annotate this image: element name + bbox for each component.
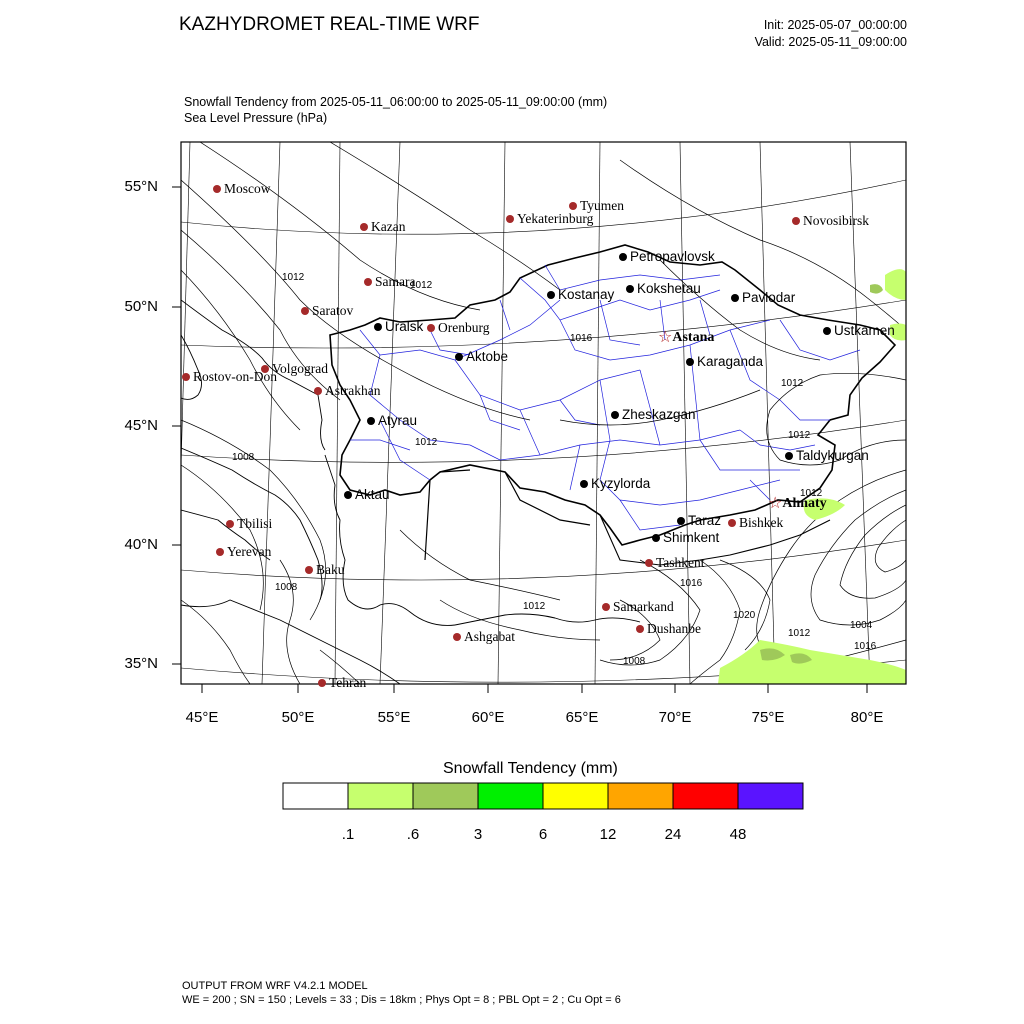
city-label: Volgograd [272,361,328,376]
legend-tick: 12 [599,826,617,843]
city-label: Kokshetau [637,281,701,296]
dot-icon [453,633,461,641]
city-label: Tehran [329,675,367,690]
city-label: Tbilisi [237,516,273,531]
city-label: Taldykurgan [796,448,869,463]
isobar-label: 1008 [232,452,255,463]
city-label: Aktobe [466,349,509,364]
city-marker [652,529,719,547]
city-marker [374,318,423,336]
city-label: Yekaterinburg [517,211,594,226]
city-label: Kyzylorda [591,476,651,491]
city-marker [731,289,795,307]
city-label: Tyumen [580,198,625,213]
dot-icon [792,217,800,225]
city-marker [314,382,380,400]
city-label: Rostov-on-Don [193,369,277,384]
dot-icon [652,534,660,542]
isobar-label: 1016 [570,333,593,344]
legend-tick: 6 [538,826,548,843]
dot-icon [374,323,382,331]
dot-icon [360,223,368,231]
isobar-label: 1016 [854,641,877,652]
city-marker [216,543,271,561]
city-label: Kazan [371,219,406,234]
city-label: Aktau [355,487,390,502]
legend-tick: 24 [664,826,682,843]
dot-icon [213,185,221,193]
dot-icon [506,215,514,223]
isobar-label: 1020 [733,610,756,621]
city-label: Moscow [224,181,271,196]
field-subtitle: Snowfall Tendency from 2025-05-11_06:00:00 to 2025-05-11_09:00:00 (mm) [184,95,608,109]
isobar-label: 1016 [680,578,703,589]
city-label: Pavlodar [742,290,796,305]
city-marker [182,368,277,386]
city-marker [619,248,715,266]
city-label: Ustkamen [834,323,895,338]
city-label: Ashgabat [464,629,515,644]
dot-icon [455,353,463,361]
dot-icon [636,625,644,633]
dot-icon [728,519,736,527]
city-label: Karaganda [697,354,764,369]
dot-icon [367,417,375,425]
city-label: Kostanay [558,287,615,302]
lon-label: 80°E [850,709,884,726]
lat-label: 40°N [124,536,158,553]
dot-icon [182,373,190,381]
city-label: Shimkent [663,530,720,545]
dot-icon [226,520,234,528]
city-label: Petropavlovsk [630,249,715,264]
dot-icon [611,411,619,419]
city-marker [226,515,272,533]
dot-icon [314,387,322,395]
city-label: Almaty [782,496,827,511]
lat-label: 35°N [124,655,158,672]
city-marker [344,486,390,504]
city-marker [360,218,405,236]
dot-icon [677,517,685,525]
legend-tick: .1 [341,826,355,843]
city-marker [364,273,415,291]
dot-icon [731,294,739,302]
dot-icon [318,679,326,687]
city-label: Bishkek [739,515,784,530]
dot-icon [686,358,694,366]
dot-icon [569,202,577,210]
city-marker [453,628,515,646]
city-marker [792,212,869,230]
isobar-label: 1012 [788,430,811,441]
lon-label: 70°E [658,709,692,726]
lon-label: 50°E [281,709,315,726]
lat-label: 50°N [124,298,158,315]
valid-time: Valid: 2025-05-11_09:00:00 [754,35,907,49]
city-label: Astana [672,330,715,345]
lon-label: 45°E [185,709,219,726]
dot-icon [305,566,313,574]
isobar-label: 1012 [415,437,438,448]
city-marker [547,286,614,304]
city-marker [626,280,701,298]
dot-icon [301,307,309,315]
star-icon: ☆ [768,495,783,512]
dot-icon [547,291,555,299]
dot-icon [580,480,588,488]
isobar-label: 1012 [410,280,433,291]
model-footer: OUTPUT FROM WRF V4.2.1 MODEL [182,980,368,992]
city-label: Baku [316,562,345,577]
lat-label: 45°N [124,417,158,434]
city-label: Zheskazgan [622,407,696,422]
dot-icon [364,278,372,286]
city-label: Saratov [312,303,354,318]
city-label: Novosibirsk [803,213,870,228]
city-marker [580,475,650,493]
dot-icon [645,559,653,567]
city-marker [318,674,366,692]
city-marker [506,210,593,228]
isobar-label: 1008 [623,656,646,667]
city-label: Taraz [688,513,722,528]
city-marker [636,620,701,638]
legend-tick: 48 [729,826,747,843]
city-marker [677,512,721,530]
isobar-label: 1004 [850,620,873,631]
city-label: Yerevan [227,544,272,559]
lon-label: 65°E [565,709,599,726]
city-label: Samara [375,274,416,289]
city-label: Samarkand [613,599,674,614]
city-marker [305,561,345,579]
city-marker [645,554,705,572]
city-marker [728,514,783,532]
isobar-label: 1012 [282,272,305,283]
isobar-label: 1012 [523,601,546,612]
city-label: Astrakhan [325,383,381,398]
city-marker [427,319,490,337]
star-icon: ☆ [658,329,673,346]
city-label: Atyrau [378,413,418,428]
init-time: Init: 2025-05-07_00:00:00 [763,18,907,32]
city-marker [785,447,869,465]
city-marker [658,326,714,346]
city-label: Tashkent [656,555,705,570]
dot-icon [785,452,793,460]
lat-label: 55°N [124,178,158,195]
city-marker [686,353,763,371]
isobar-label: 1012 [788,628,811,639]
city-label: Orenburg [438,320,490,335]
city-label: Dushanbe [647,621,701,636]
legend-title: Snowfall Tendency (mm) [443,760,618,777]
lon-label: 55°E [377,709,411,726]
dot-icon [427,324,435,332]
city-marker [823,322,895,340]
city-marker [301,302,353,320]
legend-tick: 3 [473,826,483,843]
city-marker [611,406,696,424]
dot-icon [602,603,610,611]
city-marker [602,598,674,616]
dot-icon [626,285,634,293]
lon-label: 75°E [751,709,785,726]
model-settings: WE = 200 ; SN = 150 ; Levels = 33 ; Dis = 18km ; Phys Opt = 8 ; PBL Opt = 2 ; Cu Opt = 6 [182,994,621,1006]
isobar-label: 1012 [800,488,823,499]
city-marker [367,412,417,430]
city-marker [213,180,271,198]
legend-tick: .6 [406,826,420,843]
city-marker [455,348,508,366]
legend-colorbar [282,782,806,810]
lon-label: 60°E [471,709,505,726]
pressure-subtitle: Sea Level Pressure (hPa) [184,111,328,125]
isobar-label: 1012 [781,378,804,389]
dot-icon [344,491,352,499]
city-label: Uralsk [385,319,424,334]
page-title: KAZHYDROMET REAL-TIME WRF [179,14,480,35]
dot-icon [216,548,224,556]
dot-icon [619,253,627,261]
isobar-label: 1008 [275,582,298,593]
dot-icon [823,327,831,335]
